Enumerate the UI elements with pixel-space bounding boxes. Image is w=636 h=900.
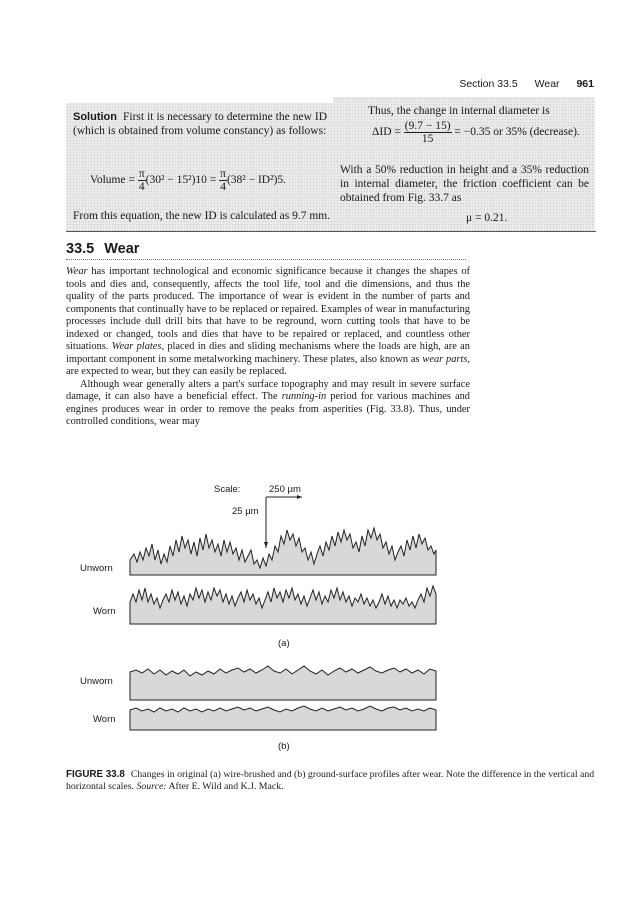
eq-volume-lhs: Volume = xyxy=(90,174,135,187)
paragraph-2 xyxy=(66,379,470,429)
section-number: 33.5 xyxy=(66,241,95,257)
frac-num: π xyxy=(220,168,226,180)
section-rule xyxy=(66,259,466,260)
frac-den: 4 xyxy=(220,181,226,193)
p2-text-a: Although wear generally alters a part's surface topography and may result in severe surface damage, it can also have a beneficial effect. The xyxy=(66,378,470,402)
solution-text: First it is necessary to determine the new ID (which is obtained from volume constancy) as follows: xyxy=(73,111,327,137)
page-number: 961 xyxy=(576,78,594,90)
solution-conclusion: From this equation, the new ID is calculated as 9.7 mm. xyxy=(73,210,331,222)
eq-frac-pi-4-b xyxy=(219,168,227,193)
label-b-worn: Worn xyxy=(93,714,116,725)
profile-b-worn xyxy=(130,706,436,730)
profile-a-worn xyxy=(130,586,436,624)
p1-text-a: has important technological and economic significance because it changes the shapes of tools and dies and, consequently, affects the tool life, tool and die dimensions, and thus the quality of the parts produced. The importance of wear is evident in the number of parts and components that continually have to be replaced or repaired. Examples of wear in manufacturing processes include dull drill bits that have to be reground, worn cutting tools that have to be indexed or changed, tools and dies that have to be repaired or replaced, and countless other situations. xyxy=(66,266,470,352)
diameter-change-equation xyxy=(372,120,580,145)
surface-profile-figure xyxy=(0,490,636,750)
friction-paragraph: With a 50% reduction in height and a 35% reduction in internal diameter, the friction coefficient can be obtained from Fig. 33.7 as xyxy=(340,164,589,204)
solution-label: Solution xyxy=(73,111,117,123)
figure-number: FIGURE 33.8 xyxy=(66,769,125,780)
frac-num: π xyxy=(138,168,145,180)
term-wear-parts: wear parts xyxy=(422,353,468,365)
paragraph-1 xyxy=(66,266,470,379)
caption-source-label: Source: xyxy=(136,781,167,792)
caption-text: Changes in original (a) wire-brushed and (b) ground-surface profiles after wear. Note the difference in the vertical and horizontal scales. xyxy=(66,769,595,792)
running-header xyxy=(0,78,594,90)
header-section: Section 33.5 xyxy=(459,78,518,90)
figure-caption xyxy=(66,769,606,793)
header-topic: Wear xyxy=(534,78,560,90)
panel-label-a: (a) xyxy=(278,638,290,649)
scale-vertical: 25 μm xyxy=(232,506,259,517)
frac-num: (9.7 − 15) xyxy=(404,120,451,132)
frac-den: 15 xyxy=(421,133,434,145)
p2-text-b: period for various machines and engines produces wear in order to remove the peaks from asperities (Fig. 33.8). Thus, under controlled conditions, wear may xyxy=(66,391,471,427)
eq-did-fraction xyxy=(404,120,452,145)
term-wear-plates: Wear plates xyxy=(111,341,162,352)
label-a-unworn: Unworn xyxy=(80,563,113,574)
body-text xyxy=(66,266,470,429)
eq-did-lhs: ΔID = xyxy=(372,126,401,139)
term-wear: Wear xyxy=(66,266,88,277)
scale-horizontal: 250 μm xyxy=(269,484,301,495)
volume-equation xyxy=(90,168,286,193)
term-running-in: running-in xyxy=(281,391,327,402)
scale-arrow-right xyxy=(297,495,302,499)
eq-frac-pi-4-a xyxy=(138,168,146,193)
eq-volume-part2: (38² − ID²)5. xyxy=(226,174,287,187)
scale-arrow-down xyxy=(264,542,268,548)
eq-volume-part1: (30² − 15²)10 = xyxy=(145,174,217,187)
profile-a-unworn xyxy=(130,528,436,575)
section-heading xyxy=(66,241,139,257)
solution-intro xyxy=(73,110,327,138)
scale-label: Scale: xyxy=(214,484,241,495)
p1-text-c: , are expected to wear, but they can easily be replaced. xyxy=(66,353,470,377)
box-bottom-rule xyxy=(66,231,596,232)
label-b-unworn: Unworn xyxy=(80,676,113,687)
caption-source: After E. Wild and K.J. Mack. xyxy=(166,781,284,792)
frac-den: 4 xyxy=(138,181,145,193)
eq-did-rhs: = −0.35 or 35% (decrease). xyxy=(454,126,580,139)
p1-text-b: , placed in dies and sliding mechanisms where the loads are high, are an important component in some metalworking machinery. These plates, also known as xyxy=(66,341,470,365)
friction-coefficient: μ = 0.21. xyxy=(466,212,508,224)
label-a-worn: Worn xyxy=(93,606,116,617)
panel-label-b: (b) xyxy=(278,741,290,752)
diameter-change-intro: Thus, the change in internal diameter is xyxy=(368,105,550,117)
section-title: Wear xyxy=(104,241,140,257)
profile-b-unworn xyxy=(130,666,436,700)
